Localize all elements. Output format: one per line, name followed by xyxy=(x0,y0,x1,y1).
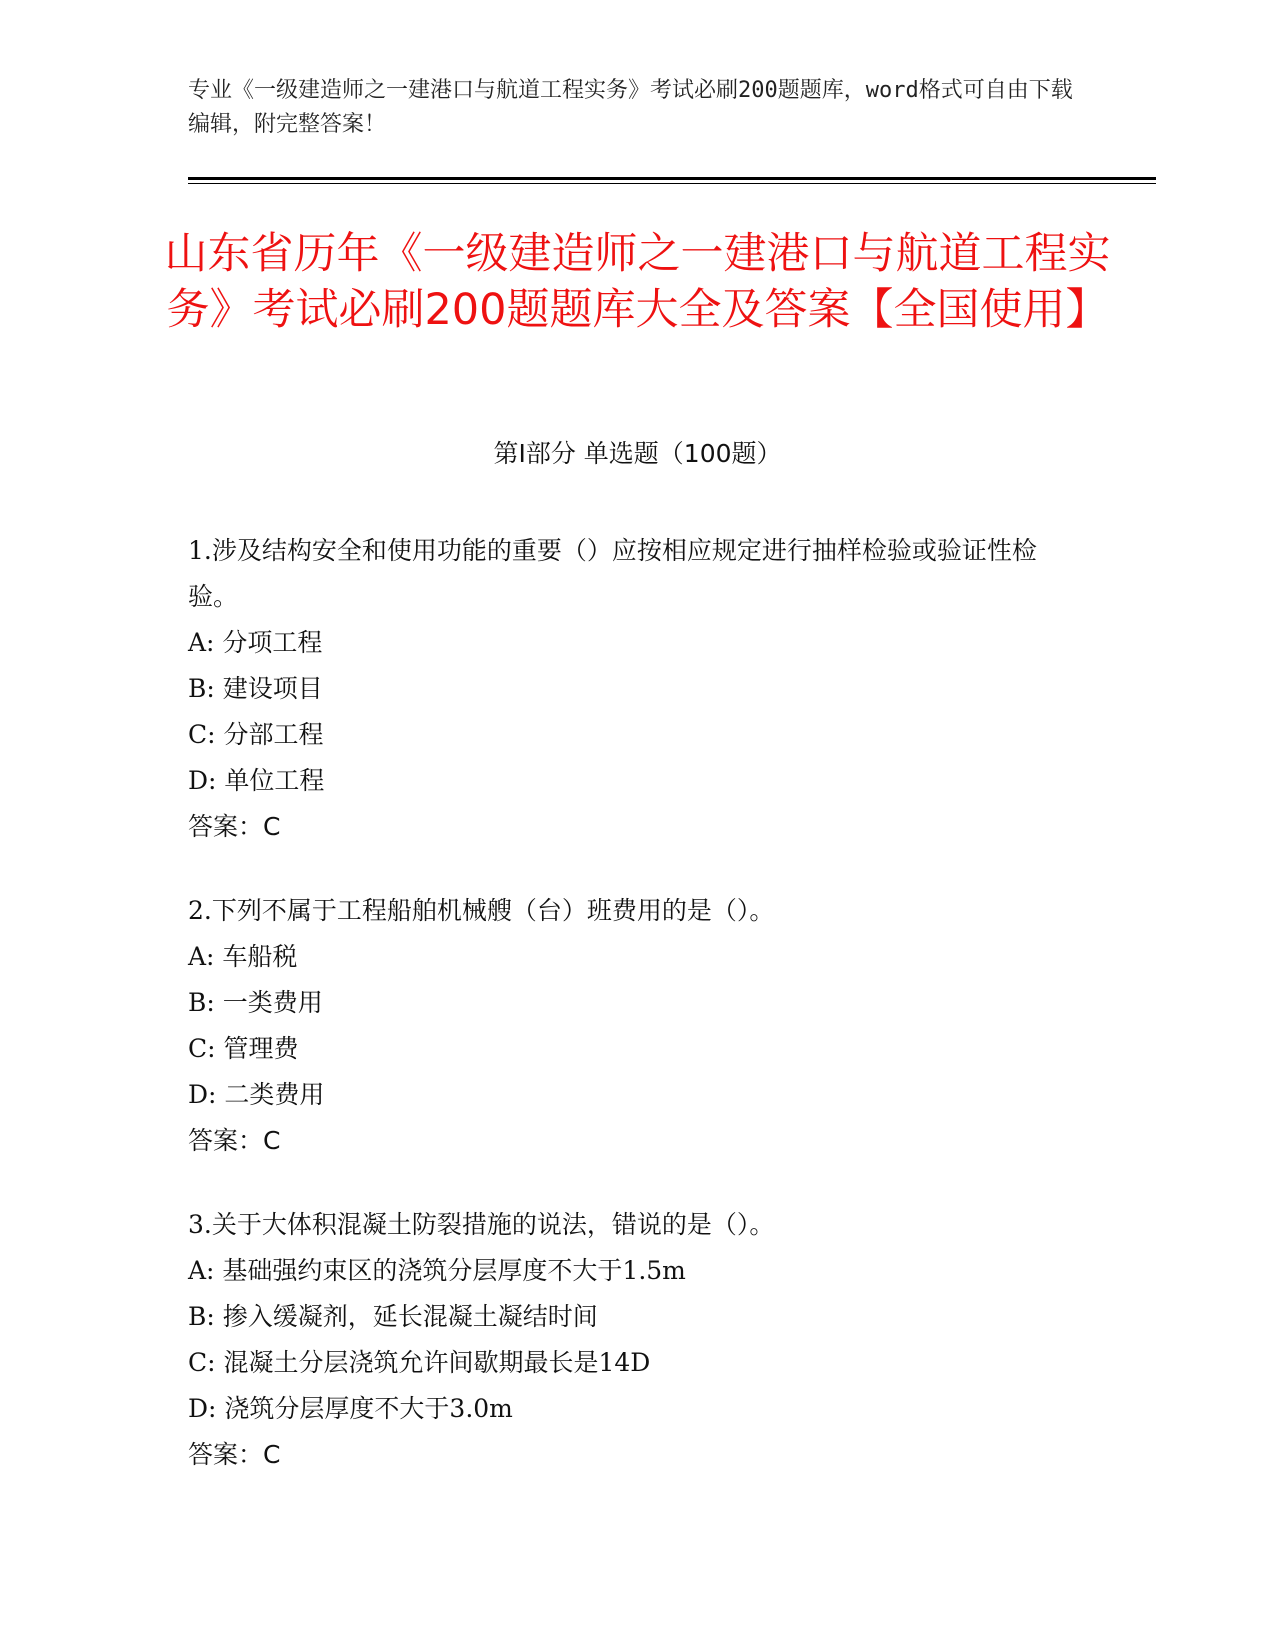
option-b: B: 建设项目 xyxy=(188,674,323,703)
question-stem: 1.涉及结构安全和使用功能的重要（）应按相应规定进行抽样检验或验证性检验。 xyxy=(188,536,1037,611)
header-divider-thick xyxy=(188,177,1156,180)
option-b: B: 一类费用 xyxy=(188,988,323,1017)
answer-line: 答案：C xyxy=(188,1126,281,1155)
question-3 xyxy=(188,1202,1068,1478)
question-1 xyxy=(188,528,1068,850)
option-d: D: 浇筑分层厚度不大于3.0m xyxy=(188,1394,513,1423)
answer-line: 答案：C xyxy=(188,1440,281,1469)
question-stem: 3.关于大体积混凝土防裂措施的说法，错说的是（）。 xyxy=(188,1210,775,1239)
option-d: D: 单位工程 xyxy=(188,766,325,795)
option-a: A: 基础强约束区的浇筑分层厚度不大于1.5m xyxy=(188,1256,686,1285)
answer-line: 答案：C xyxy=(188,812,281,841)
option-c: C: 分部工程 xyxy=(188,720,324,749)
option-c: C: 管理费 xyxy=(188,1034,299,1063)
option-d: D: 二类费用 xyxy=(188,1080,325,1109)
question-2 xyxy=(188,888,1068,1164)
option-a: A: 分项工程 xyxy=(188,628,323,657)
section-heading: 第I部分 单选题（100题） xyxy=(493,439,782,468)
option-c: C: 混凝土分层浇筑允许间歇期最长是14D xyxy=(188,1348,651,1377)
option-b: B: 掺入缓凝剂，延长混凝土凝结时间 xyxy=(188,1302,598,1331)
header-note: 专业《一级建造师之一建港口与航道工程实务》考试必刷200题题库，word格式可自由下载编辑，附完整答案！ xyxy=(188,78,1073,137)
question-list xyxy=(188,528,1068,1516)
option-a: A: 车船税 xyxy=(188,942,298,971)
document-title: 山东省历年《一级建造师之一建港口与航道工程实务》考试必刷200题题库大全及答案【全国使用】 xyxy=(164,229,1111,335)
question-stem: 2.下列不属于工程船舶机械艘（台）班费用的是（）。 xyxy=(188,896,775,925)
header-divider-thin xyxy=(188,183,1156,184)
